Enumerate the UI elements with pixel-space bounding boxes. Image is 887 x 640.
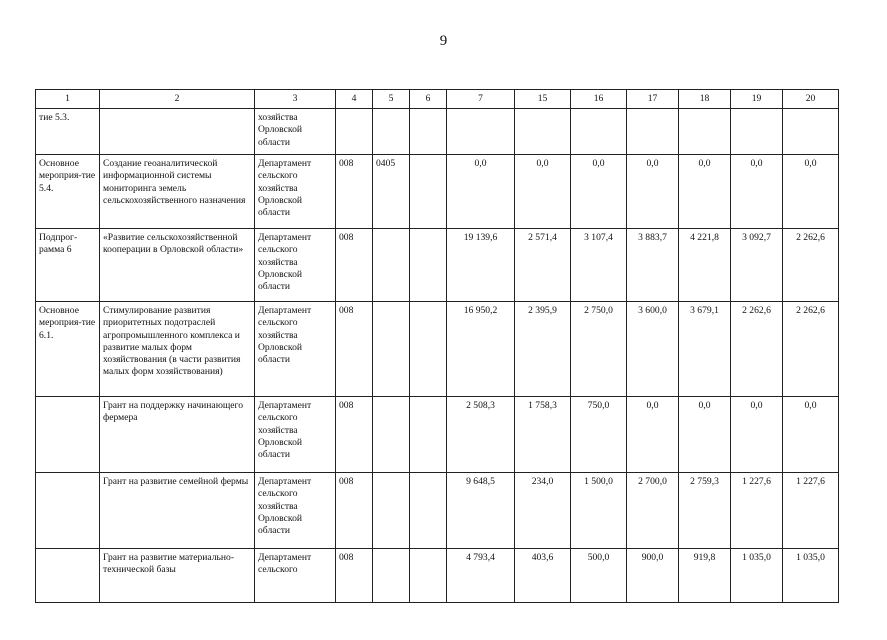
section-code-cell: 0405	[373, 155, 410, 229]
section-code-cell	[373, 109, 410, 155]
col19-cell: 2 262,6	[731, 302, 783, 397]
measure-code-cell: Основное мероприя-тие 6.1.	[36, 302, 100, 397]
col15-cell: 234,0	[515, 473, 571, 549]
col20-cell: 0,0	[783, 397, 839, 473]
grbs-code-cell: 008	[336, 549, 373, 603]
col20-cell: 1 035,0	[783, 549, 839, 603]
col20-cell	[783, 109, 839, 155]
table-header-row	[36, 90, 839, 109]
total-cell: 4 793,4	[447, 549, 515, 603]
grbs-code-cell: 008	[336, 302, 373, 397]
col19-cell: 1 227,6	[731, 473, 783, 549]
col17-cell: 3 883,7	[627, 229, 679, 302]
table-row	[36, 473, 839, 549]
col19-cell	[731, 109, 783, 155]
col16-cell: 0,0	[571, 155, 627, 229]
measure-name-cell: Грант на развитие материально-технической базы	[100, 549, 255, 603]
measure-code-cell	[36, 549, 100, 603]
executor-cell: Департамент сельского хозяйства Орловской области	[255, 155, 336, 229]
column-header: 20	[783, 90, 839, 109]
measure-name-cell: «Развитие сельскохозяйственной кооперации в Орловской области»	[100, 229, 255, 302]
col17-cell: 0,0	[627, 397, 679, 473]
table-row	[36, 397, 839, 473]
grbs-code-cell: 008	[336, 473, 373, 549]
measure-name-cell: Грант на поддержку начинающего фермера	[100, 397, 255, 473]
column-header: 19	[731, 90, 783, 109]
measure-code-cell: тие 5.3.	[36, 109, 100, 155]
col17-cell: 900,0	[627, 549, 679, 603]
section-code-cell	[373, 302, 410, 397]
col18-cell	[679, 109, 731, 155]
measure-name-cell: Грант на развитие семейной фермы	[100, 473, 255, 549]
section-code-cell	[373, 397, 410, 473]
column-header: 3	[255, 90, 336, 109]
grbs-code-cell	[336, 109, 373, 155]
section-code-cell	[373, 229, 410, 302]
col16-cell: 1 500,0	[571, 473, 627, 549]
column-header: 5	[373, 90, 410, 109]
budget-table	[35, 89, 839, 603]
col15-cell: 403,6	[515, 549, 571, 603]
measure-code-cell: Основное мероприя-тие 5.4.	[36, 155, 100, 229]
total-cell: 19 139,6	[447, 229, 515, 302]
col18-cell: 0,0	[679, 397, 731, 473]
grbs-code-cell: 008	[336, 229, 373, 302]
table-row	[36, 229, 839, 302]
executor-cell: Департамент сельского	[255, 549, 336, 603]
col19-cell: 3 092,7	[731, 229, 783, 302]
column-header: 15	[515, 90, 571, 109]
col6-cell	[410, 229, 447, 302]
executor-cell: Департамент сельского хозяйства Орловской области	[255, 229, 336, 302]
col17-cell: 3 600,0	[627, 302, 679, 397]
col20-cell: 1 227,6	[783, 473, 839, 549]
col18-cell: 919,8	[679, 549, 731, 603]
section-code-cell	[373, 549, 410, 603]
total-cell	[447, 109, 515, 155]
measure-code-cell	[36, 397, 100, 473]
column-header: 6	[410, 90, 447, 109]
section-code-cell	[373, 473, 410, 549]
col17-cell: 0,0	[627, 155, 679, 229]
col18-cell: 0,0	[679, 155, 731, 229]
col18-cell: 4 221,8	[679, 229, 731, 302]
col19-cell: 0,0	[731, 397, 783, 473]
col19-cell: 1 035,0	[731, 549, 783, 603]
col15-cell: 1 758,3	[515, 397, 571, 473]
measure-code-cell	[36, 473, 100, 549]
column-header: 2	[100, 90, 255, 109]
column-header: 7	[447, 90, 515, 109]
column-header: 16	[571, 90, 627, 109]
total-cell: 2 508,3	[447, 397, 515, 473]
executor-cell: Департамент сельского хозяйства Орловской области	[255, 397, 336, 473]
table-row	[36, 302, 839, 397]
col6-cell	[410, 473, 447, 549]
col16-cell: 500,0	[571, 549, 627, 603]
col15-cell: 0,0	[515, 155, 571, 229]
col6-cell	[410, 549, 447, 603]
table-row	[36, 109, 839, 155]
measure-code-cell: Подпрог-рамма 6	[36, 229, 100, 302]
col6-cell	[410, 155, 447, 229]
col16-cell: 2 750,0	[571, 302, 627, 397]
col15-cell	[515, 109, 571, 155]
total-cell: 0,0	[447, 155, 515, 229]
col15-cell: 2 571,4	[515, 229, 571, 302]
col16-cell: 3 107,4	[571, 229, 627, 302]
col6-cell	[410, 397, 447, 473]
col6-cell	[410, 302, 447, 397]
col18-cell: 2 759,3	[679, 473, 731, 549]
executor-cell: Департамент сельского хозяйства Орловской области	[255, 473, 336, 549]
grbs-code-cell: 008	[336, 397, 373, 473]
column-header: 1	[36, 90, 100, 109]
total-cell: 16 950,2	[447, 302, 515, 397]
col17-cell: 2 700,0	[627, 473, 679, 549]
col6-cell	[410, 109, 447, 155]
measure-name-cell: Создание геоаналитической информационной системы мониторинга земель сельскохозяйственного назначения	[100, 155, 255, 229]
col16-cell	[571, 109, 627, 155]
table-row	[36, 155, 839, 229]
measure-name-cell	[100, 109, 255, 155]
col15-cell: 2 395,9	[515, 302, 571, 397]
col18-cell: 3 679,1	[679, 302, 731, 397]
total-cell: 9 648,5	[447, 473, 515, 549]
column-header: 4	[336, 90, 373, 109]
page-number: 9	[439, 33, 448, 49]
column-header: 18	[679, 90, 731, 109]
table-row	[36, 549, 839, 603]
col19-cell: 0,0	[731, 155, 783, 229]
col20-cell: 2 262,6	[783, 302, 839, 397]
col20-cell: 2 262,6	[783, 229, 839, 302]
col17-cell	[627, 109, 679, 155]
grbs-code-cell: 008	[336, 155, 373, 229]
col20-cell: 0,0	[783, 155, 839, 229]
col16-cell: 750,0	[571, 397, 627, 473]
executor-cell: хозяйства Орловской области	[255, 109, 336, 155]
executor-cell: Департамент сельского хозяйства Орловской области	[255, 302, 336, 397]
measure-name-cell: Стимулирование развития приоритетных подотраслей агропромышленного комплекса и развитие малых форм хозяйствования (в части развития малых форм хозяйствования)	[100, 302, 255, 397]
column-header: 17	[627, 90, 679, 109]
